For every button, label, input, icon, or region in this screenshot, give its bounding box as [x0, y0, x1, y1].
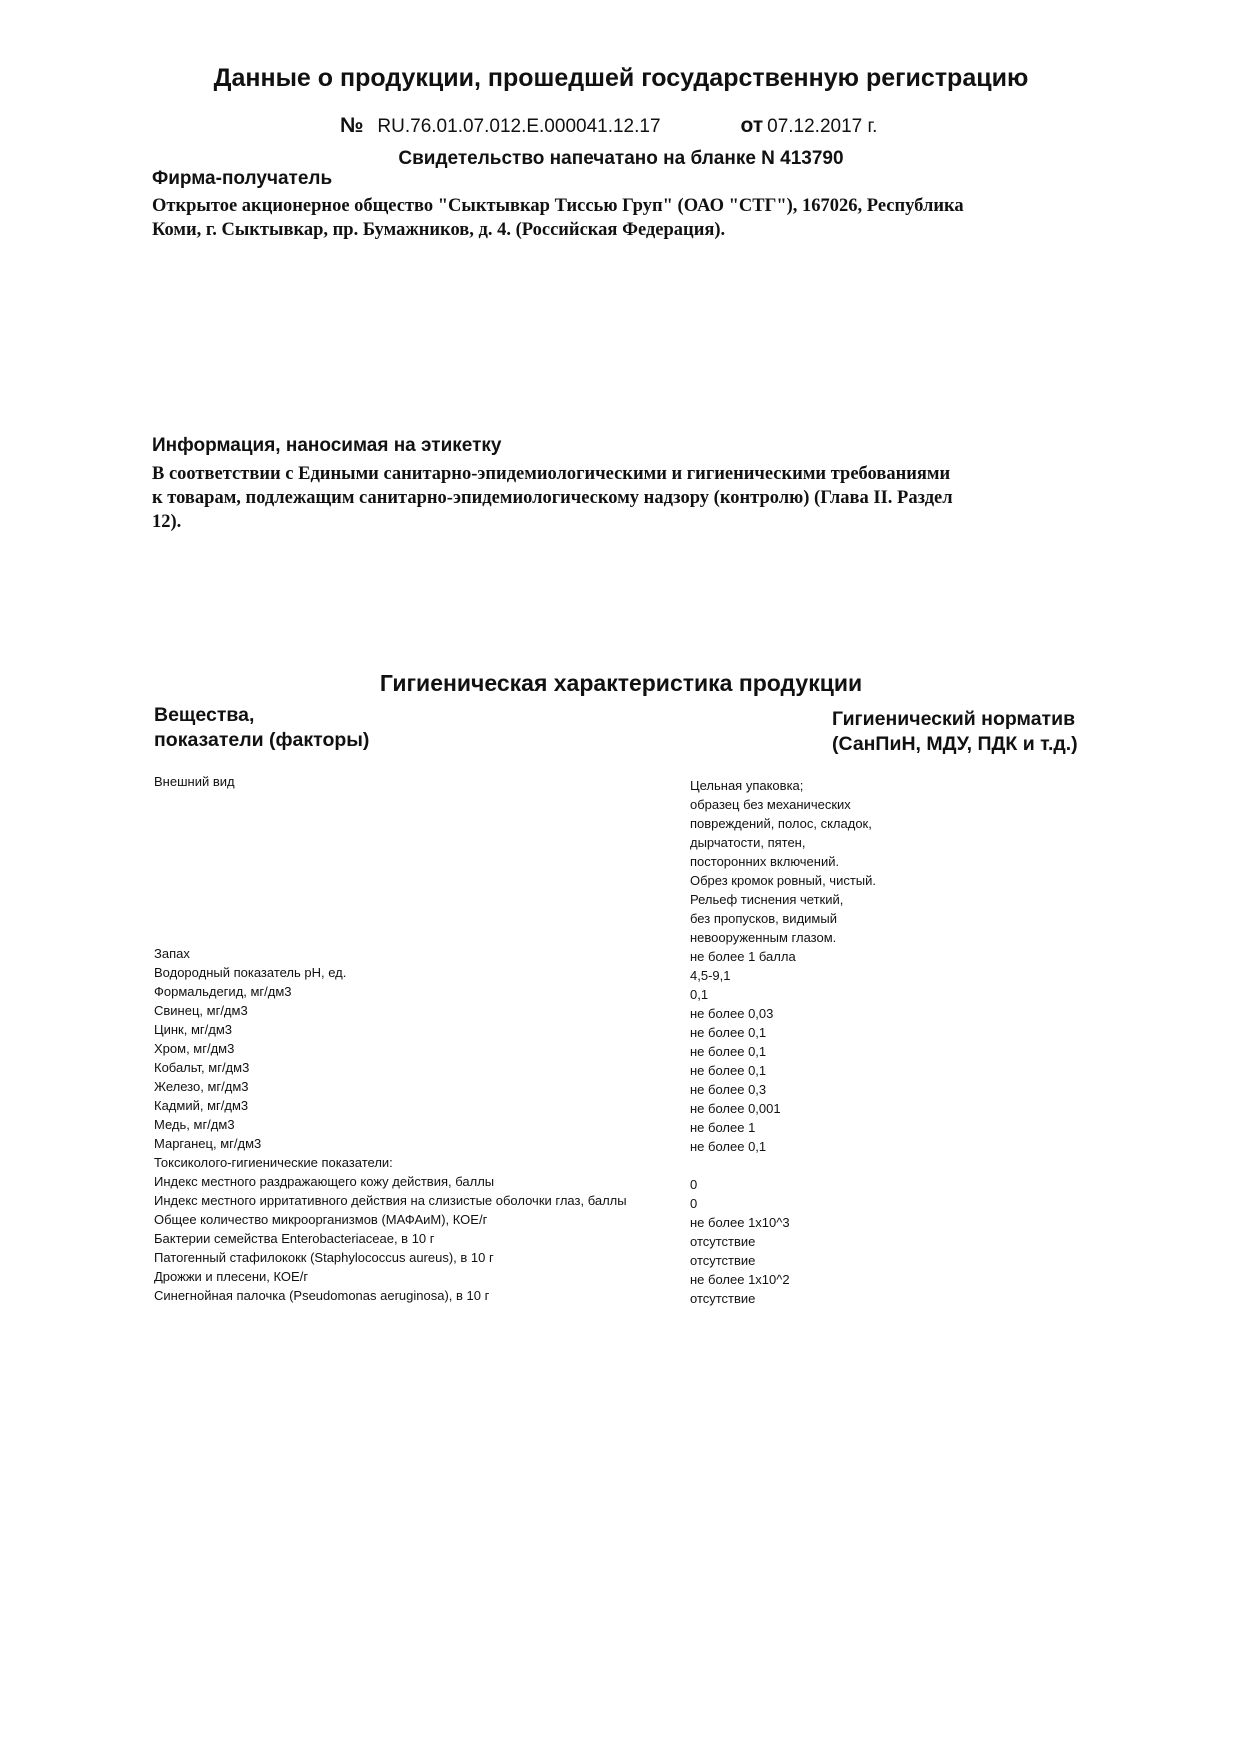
registration-line: [340, 114, 877, 138]
appearance-value-line: повреждений, полос, складок,: [690, 816, 872, 831]
parameter-values: [690, 947, 796, 1308]
parameter-value: не более 0,03: [690, 1006, 774, 1021]
recipient-address: [152, 194, 1092, 242]
parameter-label: Кобальт, мг/дм3: [154, 1060, 250, 1075]
parameter-value: не более 0,3: [690, 1082, 767, 1097]
appearance-label: Внешний вид: [154, 774, 235, 789]
parameter-value: не более 0,1: [690, 1025, 767, 1040]
label-info-line: к товарам, подлежащим санитарно-эпидемиологическому надзору (контролю) (Глава II. Раздел: [152, 488, 953, 508]
appearance-value: [690, 776, 876, 947]
parameter-label: Общее количество микроорганизмов (МАФАиМ), КОЕ/г: [154, 1212, 488, 1227]
parameter-label: Синегнойная палочка (Pseudomonas aeruginosa), в 10 г: [154, 1288, 490, 1303]
date-label: от: [740, 114, 764, 137]
parameter-value: не более 0,1: [690, 1063, 767, 1078]
column-header-line: Вещества,: [154, 704, 255, 726]
parameter-value: 4,5-9,1: [690, 968, 731, 983]
parameter-label: Цинк, мг/дм3: [154, 1022, 233, 1037]
document-title: Данные о продукции, прошедшей государственную регистрацию: [213, 64, 1029, 92]
label-info-heading: Информация, наносимая на этикетку: [152, 435, 502, 456]
number-sign: №: [340, 114, 364, 137]
parameter-label: Марганец, мг/дм3: [154, 1136, 262, 1151]
parameter-label: Формальдегид, мг/дм3: [154, 984, 292, 999]
parameter-value: не более 1: [690, 1120, 756, 1135]
recipient-line: Коми, г. Сыктывкар, пр. Бумажников, д. 4. (Российская Федерация).: [152, 220, 726, 240]
substances-column-header: [154, 703, 369, 753]
parameter-label: Железо, мг/дм3: [154, 1079, 249, 1094]
appearance-value-line: образец без механических: [690, 797, 851, 812]
label-info-text: [152, 462, 1092, 534]
parameter-label: Бактерии семейства Enterobacteriaceae, в 10 г: [154, 1231, 435, 1246]
column-header-line: Гигиенический норматив: [832, 708, 1076, 730]
column-header-line: (СанПиН, МДУ, ПДК и т.д.): [832, 733, 1078, 755]
parameter-value: не более 1 балла: [690, 949, 796, 964]
recipient-heading: Фирма-получатель: [152, 168, 333, 189]
parameter-value: 0: [690, 1177, 698, 1192]
registration-number: RU.76.01.07.012.E.000041.12.17: [377, 116, 661, 137]
parameter-label: Водородный показатель pH, ед.: [154, 965, 347, 980]
parameter-value: не более 0,1: [690, 1044, 767, 1059]
parameter-value: 0: [690, 1196, 698, 1211]
parameter-labels: [154, 944, 627, 1305]
column-header-line: показатели (факторы): [154, 729, 370, 751]
parameter-value: не более 1x10^2: [690, 1272, 790, 1287]
appearance-value-line: невооруженным глазом.: [690, 930, 837, 945]
parameter-label: Запах: [154, 946, 190, 961]
label-info-line: В соответствии с Едиными санитарно-эпидемиологическими и гигиеническими требованиями: [152, 464, 951, 484]
parameter-label: Индекс местного раздражающего кожу действия, баллы: [154, 1174, 495, 1189]
norm-column-header: [832, 707, 1078, 757]
appearance-value-line: Обрез кромок ровный, чистый.: [690, 873, 876, 888]
appearance-value-line: посторонних включений.: [690, 854, 840, 869]
appearance-value-line: без пропусков, видимый: [690, 911, 837, 926]
recipient-line: Открытое акционерное общество "Сыктывкар Тиссью Груп" (ОАО "СТГ"), 167026, Республика: [152, 196, 964, 216]
parameter-label: Свинец, мг/дм3: [154, 1003, 248, 1018]
parameter-label: Хром, мг/дм3: [154, 1041, 235, 1056]
blank-note: Свидетельство напечатано на бланке N 413790: [398, 148, 844, 169]
appearance-value-line: Рельеф тиснения четкий,: [690, 892, 844, 907]
parameter-label: Токсиколого-гигиенические показатели:: [154, 1155, 393, 1170]
parameter-label: Кадмий, мг/дм3: [154, 1098, 249, 1113]
parameter-value: отсутствие: [690, 1234, 756, 1249]
registration-date: 07.12.2017 г.: [767, 116, 878, 137]
parameter-label: Патогенный стафилококк (Staphylococcus aureus), в 10 г: [154, 1250, 494, 1265]
parameter-value: не более 0,001: [690, 1101, 781, 1116]
label-info-line: 12).: [152, 512, 182, 532]
appearance-value-line: дырчатости, пятен,: [690, 835, 806, 850]
parameter-value: не более 1x10^3: [690, 1215, 790, 1230]
parameter-value: [690, 1156, 796, 1175]
parameter-value: отсутствие: [690, 1291, 756, 1306]
parameter-value: не более 0,1: [690, 1139, 767, 1154]
appearance-value-line: Цельная упаковка;: [690, 778, 804, 793]
parameter-value: 0,1: [690, 987, 709, 1002]
parameter-label: Дрожжи и плесени, КОЕ/г: [154, 1269, 309, 1284]
hygiene-title: Гигиеническая характеристика продукции: [379, 670, 863, 696]
parameter-label: Медь, мг/дм3: [154, 1117, 235, 1132]
parameter-value: отсутствие: [690, 1253, 756, 1268]
parameter-label: Индекс местного ирритативного действия на слизистые оболочки глаз, баллы: [154, 1193, 627, 1208]
